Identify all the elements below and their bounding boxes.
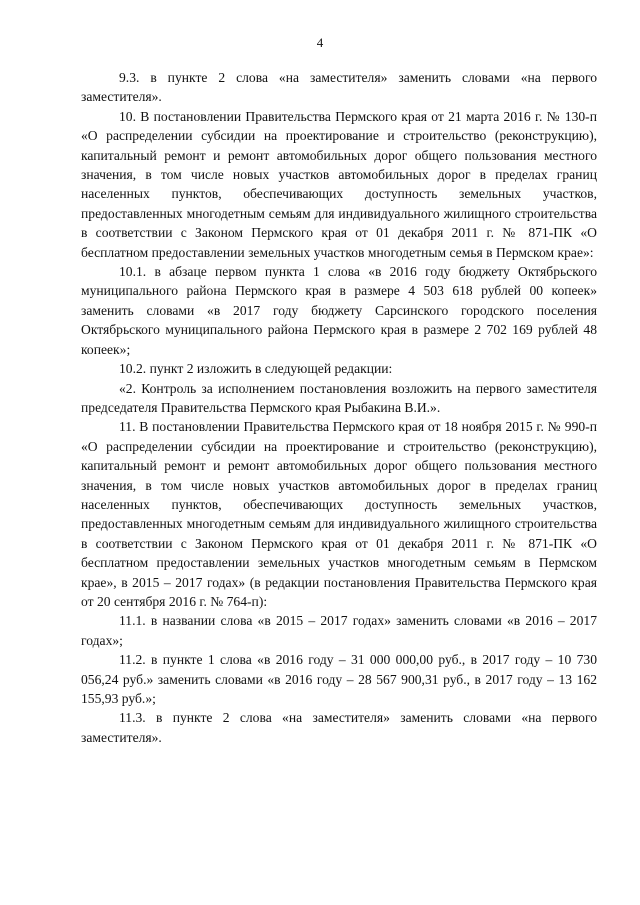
paragraph-10-2: 10.2. пункт 2 изложить в следующей редакции: xyxy=(119,361,393,377)
page-number: 4 xyxy=(316,35,324,50)
paragraph-10-1: 10.1. в абзаце первом пункта 1 слова «в 2016 году бюджету Октябрьского муниципального района Пермского края в размере 4 503 618 рублей 00 копеек» заменить словами «в 2017 году бюджету Сарсинского городского поселения Октябрьского муниципального района Пермского края в размере 2 702 169 рублей 48 копеек»; xyxy=(81,264,597,357)
paragraph-11-1: 11.1. в названии слова «в 2015 – 2017 годах» заменить словами «в 2016 – 2017 годах»; xyxy=(81,613,597,648)
paragraph-10: 10. В постановлении Правительства Пермского края от 21 марта 2016 г. № 130-п «О распределении субсидии на проектирование и строительство (реконструкцию), капитальный ремонт и ремонт автомобильных дорог общего пользования местного значения, в том числе новых участков автомобильных дорог в пределах границ населенных пунктов, обеспечивающих доступность земельных участков, предоставленных многодетным семьям для индивидуального жилищного строительства в соответствии с Законом Пермского края от 01 декабря 2011 г. № 871-ПК «О бесплатном предоставлении земельных участков многодетным семья в Пермском крае»: xyxy=(81,108,597,260)
paragraph-11-3: 11.3. в пункте 2 слова «на заместителя» заменить словами «на первого заместителя». xyxy=(81,710,597,745)
document-body xyxy=(81,68,597,747)
paragraph-10-2-text: «2. Контроль за исполнением постановления возложить на первого заместителя председателя Правительства Пермского края Рыбакина В.И.». xyxy=(81,380,597,415)
paragraph-9-3: 9.3. в пункте 2 слова «на заместителя» заменить словами «на первого заместителя». xyxy=(81,70,597,105)
paragraph-11-2: 11.2. в пункте 1 слова «в 2016 году – 31 000 000,00 руб., в 2017 году – 10 730 056,24 руб.» заменить словами «в 2016 году – 28 567 900,31 руб., в 2017 году – 13 162 155,93 руб.»; xyxy=(81,652,597,706)
paragraph-11: 11. В постановлении Правительства Пермского края от 18 ноября 2015 г. № 990-п «О распределении субсидии на проектирование и строительство (реконструкцию), капитальный ремонт и ремонт автомобильных дорог общего пользования местного значения, в том числе новых участков автомобильных дорог в пределах границ населенных пунктов, обеспечивающих доступность земельных участков, предоставленных многодетным семьям для индивидуального жилищного строительства в соответствии с Законом Пермского края от 01 декабря 2011 г. № 871-ПК «О бесплатном предоставлении земельных участков многодетным семьям в Пермском крае», в 2015 – 2017 годах» (в редакции постановления Правительства Пермского края от 20 сентября 2016 г. № 764-п): xyxy=(81,419,597,609)
